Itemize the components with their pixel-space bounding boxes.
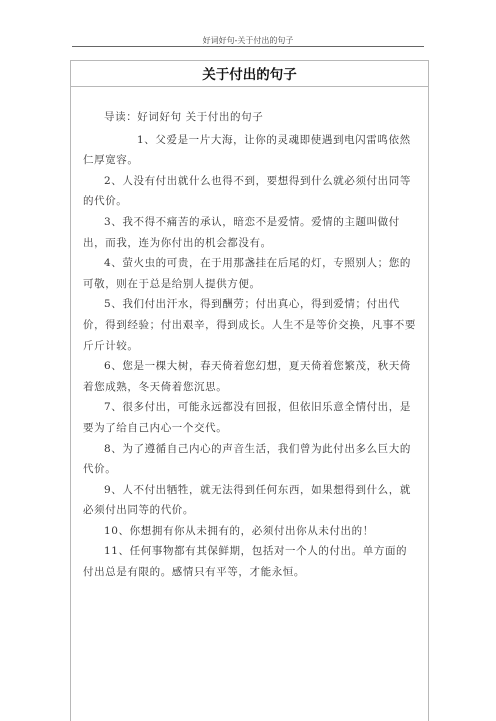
intro-paragraph: 导读：好词好句 关于付出的句子 bbox=[104, 111, 264, 123]
header-rule bbox=[72, 46, 424, 47]
document-body bbox=[83, 107, 416, 583]
running-header: 好词好句-关于付出的句子 bbox=[202, 36, 294, 45]
sentence-item: 10、你想拥有你从未拥有的，必须付出你从未付出的！ bbox=[104, 524, 374, 537]
sentence-item: 11、任何事物都有其保鲜期，包括对一个人的付出。单方面的付出总是有限的。感情只有平等，才能永恒。 bbox=[83, 545, 408, 579]
sentence-item: 4、萤火虫的可贵，在于用那盏挂在后尾的灯，专照别人；您的可敬，则在于总是给别人提供方便。 bbox=[83, 257, 411, 290]
sentence-item: 2、人没有付出就什么也得不到，要想得到什么就必须付出同等的代价。 bbox=[83, 174, 411, 208]
document-frame bbox=[70, 60, 429, 721]
sentence-item: 7、很多付出，可能永远都没有回报，但依旧乐意全情付出，是要为了给自己内心一个交代。 bbox=[83, 401, 411, 434]
sentence-item: 1、父爱是一片大海，让你的灵魂即使遇到电闪雷鸣依然仁厚宽容。 bbox=[83, 133, 411, 167]
sentence-item: 9、人不付出牺牲，就无法得到任何东西，如果想得到什么，就必须付出同等的代价。 bbox=[83, 483, 411, 517]
title-row bbox=[71, 61, 428, 87]
sentence-item: 5、我们付出汗水，得到酬劳；付出真心，得到爱情；付出代价，得到经验；付出艰辛，得到成长。人生不是等价交换，凡事不要斤斤计较。 bbox=[83, 298, 416, 352]
document-title: 关于付出的句子 bbox=[202, 67, 297, 83]
sentence-item: 8、为了遵循自己内心的声音生活，我们曾为此付出多么巨大的代价。 bbox=[83, 442, 411, 476]
sentence-item: 3、我不得不痛苦的承认，暗恋不是爱情。爱情的主题叫做付出，而我，连为你付出的机会都没有。 bbox=[83, 215, 400, 249]
sentence-item: 6、您是一棵大树，春天倚着您幻想，夏天倚着您繁茂，秋天倚着您成熟，冬天倚着您沉思。 bbox=[83, 360, 411, 393]
